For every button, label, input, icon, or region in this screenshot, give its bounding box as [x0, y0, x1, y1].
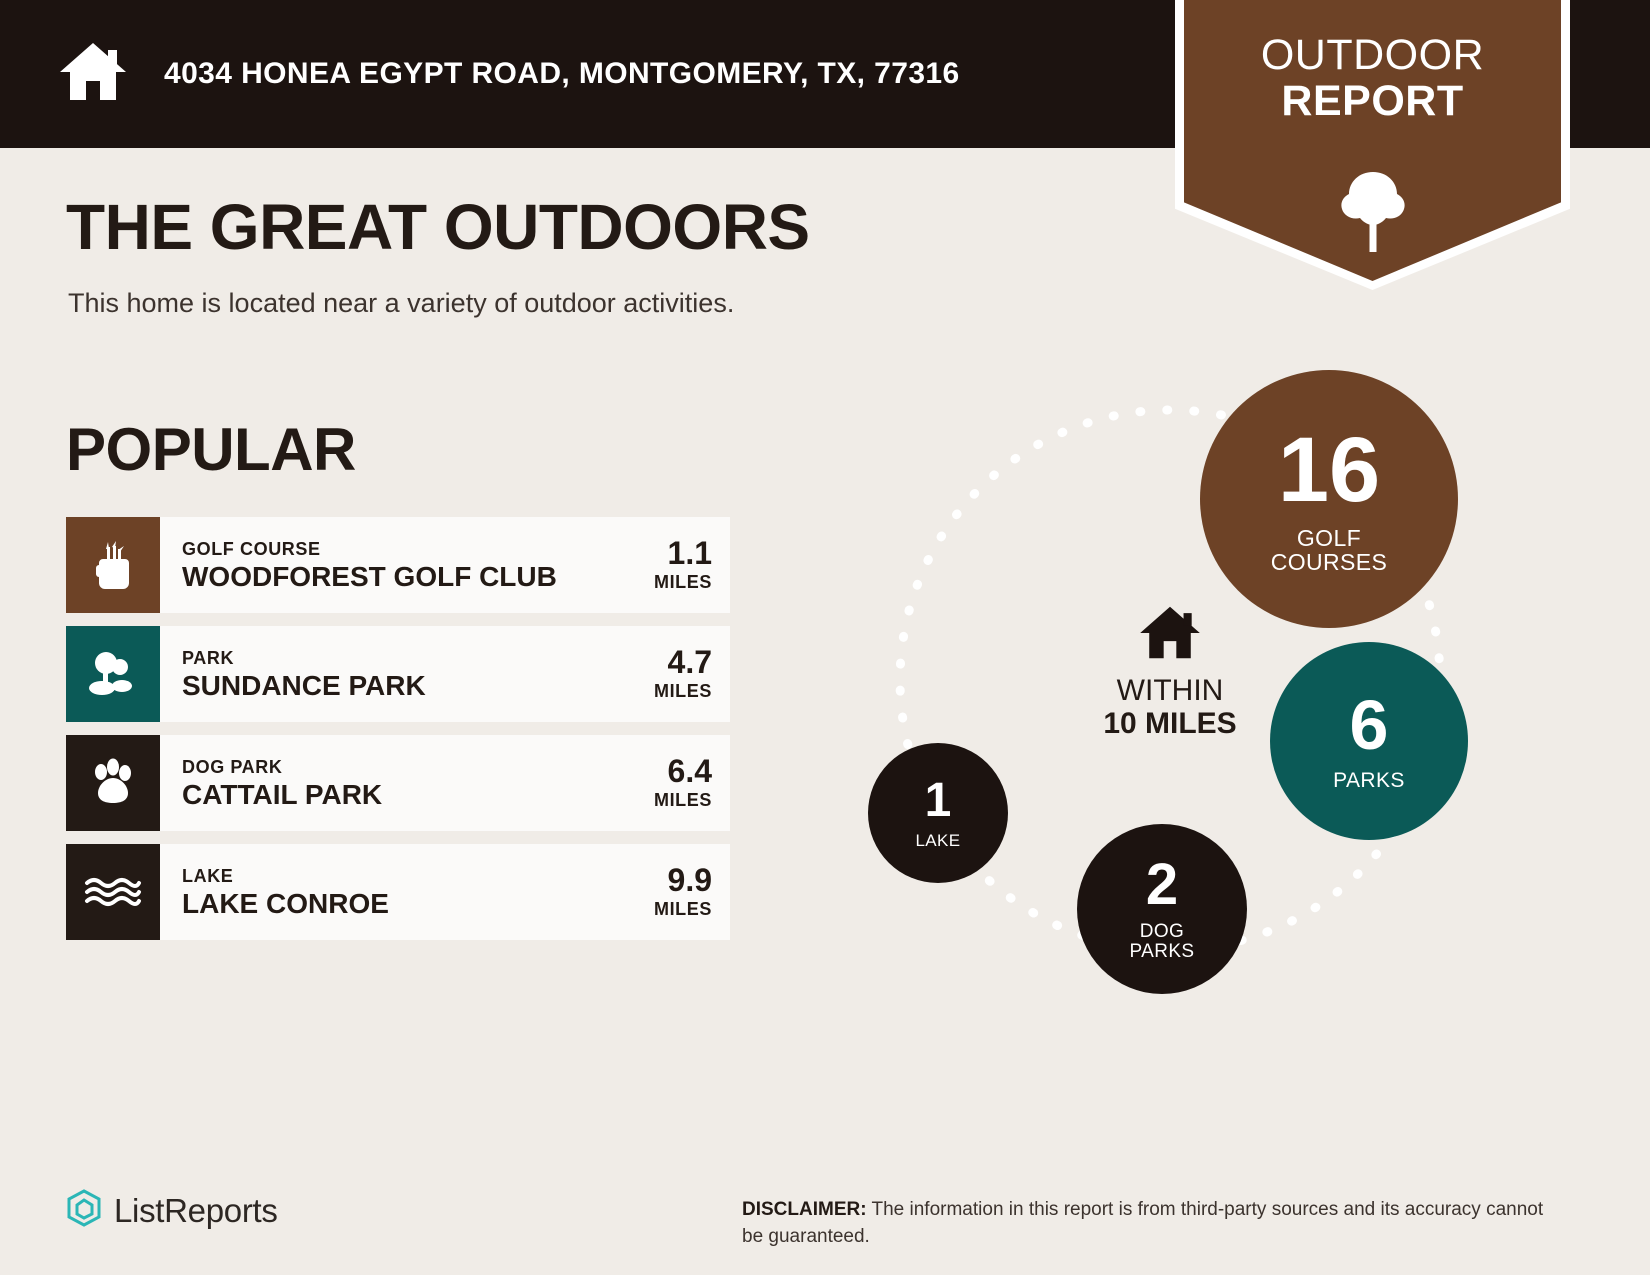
- list-item-name: WOODFOREST GOLF CLUB: [182, 560, 557, 592]
- popular-heading: POPULAR: [66, 416, 356, 483]
- page-title: THE GREAT OUTDOORS: [66, 191, 810, 263]
- paw-print-icon: [66, 735, 160, 831]
- house-icon: [1138, 648, 1202, 665]
- list-item[interactable]: [66, 626, 730, 722]
- proximity-diagram: [860, 360, 1560, 1080]
- bubble-label-line2: COURSES: [1270, 549, 1388, 575]
- bubble-label: PARKS: [1333, 768, 1405, 792]
- page-subtitle: This home is located near a variety of outdoor activities.: [68, 288, 735, 318]
- listreports-logo-icon: [66, 1188, 102, 1233]
- badge-line-1: OUTDOOR: [1260, 31, 1485, 79]
- list-item-text: [160, 517, 600, 613]
- bubble-label-line2: PARKS: [1129, 941, 1195, 962]
- list-item-name: SUNDANCE PARK: [182, 669, 426, 701]
- house-icon: [58, 41, 128, 108]
- bubble-count: 16: [1277, 418, 1381, 521]
- bubble-label: [1271, 526, 1388, 574]
- badge-text: [1175, 32, 1570, 125]
- list-item-distance: [600, 735, 730, 831]
- bubble-label: [1129, 922, 1194, 962]
- bubble-label-line1: DOG: [1139, 921, 1185, 943]
- list-item-text: [160, 626, 600, 722]
- list-item-distance-value: 9.9: [667, 862, 712, 898]
- bubble-lake: [868, 743, 1008, 883]
- list-item-category: GOLF COURSE: [182, 538, 321, 559]
- popular-list: [66, 517, 730, 953]
- list-item[interactable]: [66, 517, 730, 613]
- list-item-text: [160, 735, 600, 831]
- list-item-name: CATTAIL PARK: [182, 778, 383, 810]
- bubble-golf-courses: [1200, 370, 1458, 628]
- park-tree-icon: [66, 626, 160, 722]
- bubble-count: 2: [1145, 852, 1179, 918]
- disclaimer: [742, 1197, 1562, 1250]
- list-item-category: DOG PARK: [182, 756, 283, 777]
- list-item-category: LAKE: [182, 865, 234, 886]
- listreports-logo[interactable]: [66, 1188, 278, 1233]
- list-item-distance: [600, 626, 730, 722]
- bubble-label: LAKE: [915, 830, 961, 850]
- bubble-dog-parks: [1077, 824, 1247, 994]
- list-item-distance-unit: MILES: [653, 790, 712, 810]
- list-item[interactable]: [66, 844, 730, 940]
- disclaimer-text: The information in this report is from third-party sources and its accuracy cannot be guaranteed.: [742, 1199, 1544, 1247]
- bubble-count: 1: [924, 773, 952, 827]
- list-item-name: LAKE CONROE: [182, 887, 389, 919]
- within-radius: 10 MILES: [1103, 707, 1237, 740]
- list-item-distance-value: 1.1: [667, 535, 712, 571]
- list-item-text: [160, 844, 600, 940]
- list-item-distance-unit: MILES: [653, 681, 712, 701]
- list-item-distance: [600, 844, 730, 940]
- list-item[interactable]: [66, 735, 730, 831]
- disclaimer-label: DISCLAIMER:: [742, 1199, 867, 1220]
- bubble-parks: [1270, 642, 1468, 840]
- list-item-distance-unit: MILES: [653, 572, 712, 592]
- bubble-label-line1: GOLF: [1296, 524, 1362, 551]
- diagram-center: [1050, 605, 1290, 742]
- bubble-count: 6: [1349, 685, 1389, 764]
- list-item-category: PARK: [182, 647, 235, 668]
- outdoor-report-badge: [1175, 0, 1570, 290]
- waves-icon: [66, 844, 160, 940]
- badge-line-2: REPORT: [1281, 77, 1464, 126]
- golf-bag-icon: [66, 517, 160, 613]
- list-item-distance-unit: MILES: [653, 899, 712, 919]
- tree-icon: [1337, 168, 1409, 259]
- list-item-distance: [600, 517, 730, 613]
- within-label: WITHIN: [1116, 674, 1224, 707]
- listreports-logo-text: ListReports: [114, 1191, 278, 1229]
- list-item-distance-value: 4.7: [667, 644, 712, 680]
- list-item-distance-value: 6.4: [667, 753, 712, 789]
- property-address: 4034 HONEA EGYPT ROAD, MONTGOMERY, TX, 77316: [164, 57, 960, 90]
